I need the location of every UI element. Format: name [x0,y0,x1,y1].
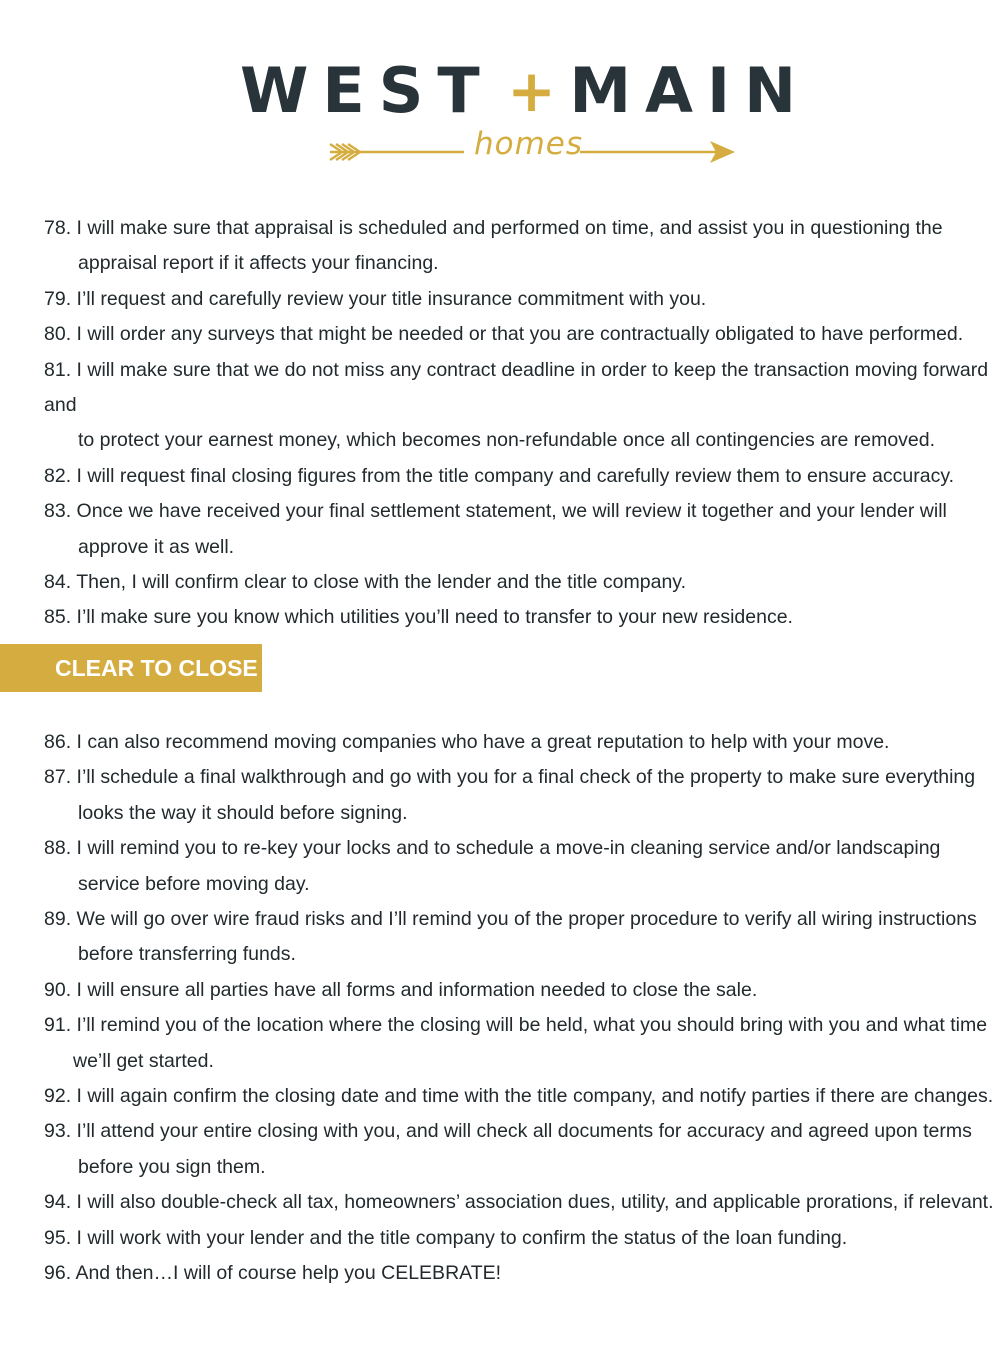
item-number: 93. [44,1120,72,1143]
checklist-top [44,211,998,636]
item-number: 88. [44,837,72,860]
item-text-continued: before transferring funds. [78,943,296,966]
item-text: Once we have received your final settlement statement, we will review it together and your lender will [76,500,947,523]
item-text: I will ensure all parties have all forms and information needed to close the sale. [76,978,758,1001]
list-item [44,725,994,760]
item-text: I’ll request and carefully review your title insurance commitment with you. [76,287,707,310]
logo-title [240,56,810,126]
list-item [44,1079,994,1114]
item-text: I’ll make sure you know which utilities you’ll need to transfer to your new residence. [76,606,793,629]
item-text-continued: looks the way it should before signing. [78,801,408,824]
item-number: 89. [44,908,72,931]
item-number: 90. [44,978,72,1001]
list-item [44,902,994,973]
item-text: I will work with your lender and the title company to confirm the status of the loan funding. [76,1226,848,1249]
item-text: I will again confirm the closing date and time with the title company, and notify parties if there are changes. [76,1085,994,1108]
list-item [44,600,998,635]
item-text: I can also recommend moving companies who have a great reputation to help with your move. [76,731,890,753]
logo-word-main: MAIN [569,54,810,127]
item-text: I will request final closing figures from the title company and carefully review them to ensure accuracy. [76,464,955,487]
item-number: 85. [44,606,72,629]
item-text-continued: before you sign them. [78,1155,266,1178]
item-text-continued: service before moving day. [78,872,310,895]
item-number: 87. [44,766,72,789]
list-item [44,1008,994,1079]
list-item [44,459,998,494]
list-item [44,353,998,459]
item-text: I’ll attend your entire closing with you, and will check all documents for accuracy and agreed upon terms [76,1120,972,1143]
list-item [44,565,998,600]
item-number: 92. [44,1085,72,1108]
list-item [44,831,994,902]
item-text: I will make sure that we do not miss any contract deadline in order to keep the transaction moving forward and [44,358,989,417]
list-item [44,1185,994,1220]
item-number: 86. [44,731,72,753]
list-item [44,317,998,352]
item-number: 81. [44,358,72,381]
item-number: 83. [44,500,72,523]
brand-logo [0,56,998,176]
item-text: We will go over wire fraud risks and I’ll remind you of the proper procedure to verify all wiring instructions [76,908,977,931]
section-banner: CLEAR TO CLOSE [0,644,262,692]
list-item [44,1221,994,1256]
list-item [44,494,998,565]
list-item [44,211,998,282]
item-text: I will also double-check all tax, homeowners’ association dues, utility, and applicable prorations, if relevant. [76,1191,994,1214]
item-text: Then, I will confirm clear to close with the lender and the title company. [76,571,687,594]
item-text-continued: appraisal report if it affects your financing. [78,252,439,275]
item-text-continued: we’ll get started. [73,1049,214,1072]
list-item [44,973,994,1008]
item-text: I will order any surveys that might be needed or that you are contractually obligated to have performed. [76,323,964,346]
checklist-bottom [44,725,994,1292]
list-item [44,1256,994,1291]
item-number: 82. [44,464,72,487]
logo-subtitle: homes [474,126,584,162]
item-text: And then…I will of course help you CELEBRATE! [75,1262,502,1285]
logo-plus: + [507,57,556,125]
item-text: I will remind you to re-key your locks and to schedule a move-in cleaning service and/or landscaping [76,837,941,860]
list-item [44,760,994,831]
item-number: 91. [44,1014,72,1037]
item-text: I’ll schedule a final walkthrough and go with you for a final check of the property to make sure everything [76,766,976,789]
list-item [44,1114,994,1185]
item-text-continued: to protect your earnest money, which becomes non-refundable once all contingencies are removed. [78,429,936,452]
logo-word-west: WEST [240,54,494,127]
item-number: 80. [44,323,72,346]
item-text: I’ll remind you of the location where the closing will be held, what you should bring with you and what time [76,1014,988,1037]
item-text-continued: approve it as well. [78,535,235,558]
item-number: 94. [44,1191,72,1214]
item-text: I will make sure that appraisal is scheduled and performed on time, and assist you in questioning the [76,217,943,239]
item-number: 95. [44,1226,72,1249]
item-number: 96. [44,1262,72,1285]
list-item [44,282,998,317]
item-number: 78. [44,217,72,239]
item-number: 84. [44,571,72,594]
item-number: 79. [44,287,72,310]
